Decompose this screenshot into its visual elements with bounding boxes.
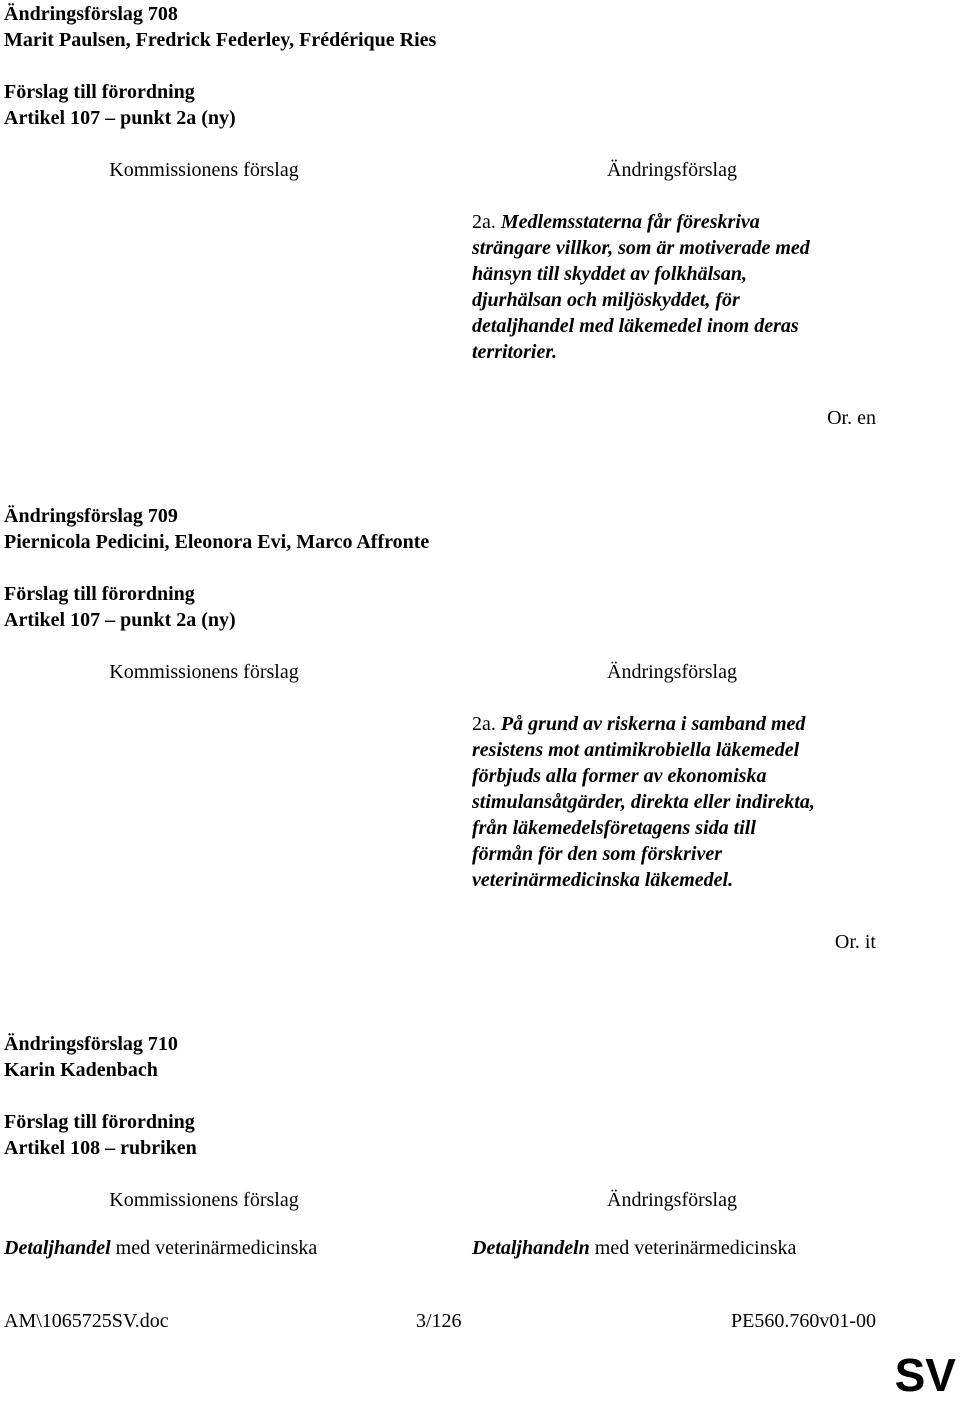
text-line: strängare villkor, som är motiverade med	[472, 237, 810, 259]
text-line: förmån för den som förskriver	[472, 843, 723, 865]
commission-proposal-header: Kommissionens förslag	[109, 159, 299, 181]
document-reference: PE560.760v01-00	[731, 1310, 876, 1332]
page-number: 3/126	[416, 1310, 462, 1332]
paragraph-number: 2a.	[472, 713, 496, 735]
text-line: detaljhandel med läkemedel inom deras	[472, 315, 799, 337]
amendment-709	[4, 503, 884, 955]
amendment-header: Ändringsförslag	[607, 661, 737, 683]
amendment-710	[4, 1031, 884, 1261]
proposal-label: Förslag till förordning	[4, 1111, 195, 1133]
amendment-title: Ändringsförslag 709	[4, 505, 178, 527]
document-filename: AM\1065725SV.doc	[4, 1310, 169, 1332]
column-headers	[4, 157, 884, 183]
text-line: djurhälsan och miljöskyddet, för	[472, 289, 740, 311]
article-reference: Artikel 107 – punkt 2a (ny)	[4, 609, 236, 631]
amendment-text	[472, 711, 882, 893]
text-line: territorier.	[472, 341, 558, 363]
text-line: På grund av riskerna i samband med	[495, 713, 806, 735]
commission-proposal-header: Kommissionens förslag	[109, 1189, 299, 1211]
heading-comparison	[4, 1235, 884, 1261]
commission-text	[4, 1235, 317, 1261]
original-language: Or. it	[834, 931, 876, 953]
article-reference: Artikel 107 – punkt 2a (ny)	[4, 107, 236, 129]
paragraph-number: 2a.	[472, 211, 496, 233]
amendment-title: Ändringsförslag 708	[4, 3, 178, 25]
column-headers	[4, 1187, 884, 1213]
amendment-authors: Marit Paulsen, Fredrick Federley, Frédérique Ries	[4, 29, 437, 51]
article-reference: Artikel 108 – rubriken	[4, 1137, 197, 1159]
amendment-header: Ändringsförslag	[607, 159, 737, 181]
amended-text	[472, 1235, 796, 1261]
page-footer	[4, 1308, 876, 1334]
proposal-label: Förslag till förordning	[4, 81, 195, 103]
amended-text-emphasis: Detaljhandeln	[472, 1237, 590, 1259]
text-line: förbjuds alla former av ekonomiska	[472, 765, 767, 787]
commission-text-emphasis: Detaljhandel	[4, 1237, 111, 1259]
column-headers	[4, 659, 884, 685]
amendment-authors: Karin Kadenbach	[4, 1059, 158, 1081]
text-line: veterinärmedicinska läkemedel.	[472, 869, 734, 891]
text-line: resistens mot antimikrobiella läkemedel	[472, 739, 800, 761]
commission-proposal-header: Kommissionens förslag	[109, 661, 299, 683]
proposal-label: Förslag till förordning	[4, 583, 195, 605]
amendment-authors: Piernicola Pedicini, Eleonora Evi, Marco Affronte	[4, 531, 430, 553]
amendment-title: Ändringsförslag 710	[4, 1033, 178, 1055]
original-language: Or. en	[827, 407, 876, 429]
text-line: hänsyn till skyddet av folkhälsan,	[472, 263, 748, 285]
amendment-text	[472, 209, 882, 365]
amendment-header: Ändringsförslag	[607, 1189, 737, 1211]
text-line: stimulansåtgärder, direkta eller indirekta,	[472, 791, 815, 813]
commission-text-rest: med veterinärmedicinska	[110, 1237, 318, 1259]
text-line: från läkemedelsföretagens sida till	[472, 817, 756, 839]
amendment-708	[4, 1, 884, 431]
amended-text-rest: med veterinärmedicinska	[589, 1237, 797, 1259]
language-code: SV	[894, 1349, 956, 1401]
text-line: Medlemsstaterna får föreskriva	[495, 211, 760, 233]
